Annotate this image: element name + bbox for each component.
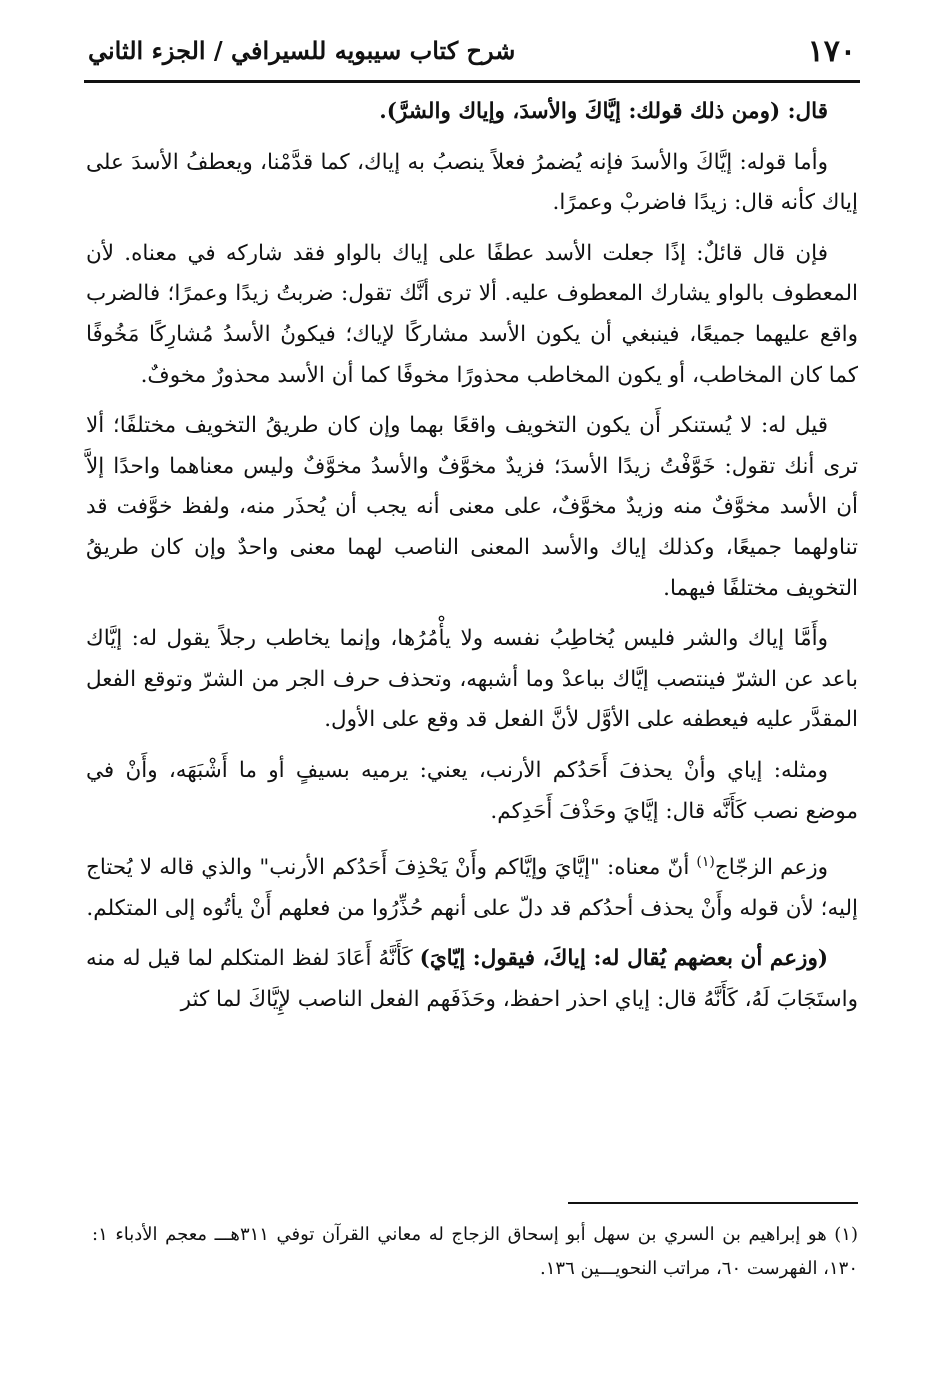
paragraph-5: وأَمَّا إياك والشر فليس يُخاطِبُ نفسه ولا يأْمُرُها، وإنما يخاطب رجلاً يقول له: إيَّاك باعد عن الشرّ فينتصب إيَّاك بباعدْ وما أشبهه، وتحذف حرف الجر من الشرّ وتوقع الفعل المقدَّر عليه فيعطفه على الأوَّل لأنَّ الفعل قد وقع على الأول. [86, 626, 858, 733]
paragraph-2: وأما قوله: إيَّاكَ والأسدَ فإنه يُضمرُ فعلاً ينصبُ به إياك، كما قدَّمْنا، ويعطفُ الأسدَ على إياك كأنه قال: زيدًا فاضربْ وعمرًا. [86, 149, 858, 216]
main-text [86, 92, 858, 1031]
paragraph-text: وزعم الزجّاج [714, 855, 828, 881]
page-number: ١٧٠ [807, 34, 856, 69]
paragraph-7 [86, 842, 858, 929]
paragraph-4: قيل له: لا يُستنكر أَن يكون التخويف واقعًا بهما وإن كان طريقُ التخويف مختلفًا؛ ألا ترى أنك تقول: خَوَّفْتُ زيدًا الأسدَ؛ فزيدٌ مخوَّفٌ والأسدُ مخوَّفٌ وليس معناهما واحدًا إلاَّ أن الأسد مخوَّفٌ منه وزيدٌ مخوَّفٌ، على معنى أنه يجب أن يُحذَر منه، ولفظ خوَّفت قد تناولهما جميعًا، وكذلك إياك والأسد المعنى الناصب لهما معنى واحدٌ وإن كان طريقُ التخويف مختلفًا فيهما. [86, 413, 858, 601]
paragraph-6: ومثله: إياي وأنْ يحذفَ أَحَدُكم الأرنب، يعني: يرميه بسيفٍ أو ما أَشْبَهَه، وأَنْ في موضع نصب كَأَنَّه قال: إيَّايَ وحَذْفَ أَحَدِكم. [86, 757, 858, 824]
paragraph-1 [86, 92, 858, 133]
running-title: شرح كتاب سيبويه للسيرافي / الجزء الثاني [88, 36, 516, 65]
paragraph-text: أنّ معناه: "إيَّايَ وإيَّاكم وأَنْ يَحْذِفَ أَحَدُكم الأرنب" والذي قاله لا يُحتاج إليه؛ لأن قوله وأَنْ يحذف أحدُكم قد دلّ على أنهم حُذِّرُوا من فعلهم أَنْ يأتُوه إلى المتكلم. [86, 855, 858, 921]
footnote-rule [568, 1202, 858, 1204]
quoted-text: (وزعم أن بعضهم يُقال له: إياكَ، فيقول: إيّايَ) [419, 946, 828, 972]
header-rule [84, 80, 860, 83]
page-header [84, 28, 860, 80]
paragraph-text: كَأَنَّهُ أَعَادَ لفظ المتكلم لما قيل له منه واستَجَابَ لَهُ، كَأَنَّهُ قال: إياي احذر احفظ، وحَذَفَهم الفعل الناصب لإِيَّاكَ لما كثر [86, 946, 858, 1013]
paragraph-3: فإن قال قائلٌ: إذًا جعلت الأسد عطفًا على إياك بالواو فقد شاركه في معناه. لأن المعطوف بالواو يشارك المعطوف عليه. ألا ترى أنَّك تقول: ضربتُ زيدًا وعمرًا؛ فالضرب واقع عليهما جميعًا، فينبغي أن يكون الأسد مشاركًا لإياك؛ فيكونُ الأسدُ مُشارِكًا مَخُوفًا كما كان المخاطب، أو يكون المخاطب محذورًا مخوفًا كما أن الأسد محذورٌ مخوفٌ. [86, 240, 858, 388]
footnote-mark[interactable]: (١) [696, 854, 715, 871]
paragraph-8 [86, 939, 858, 1020]
quoted-text: قال: (ومن ذلك قولك: إيَّاكَ والأسدَ، وإياك والشرَّ). [379, 99, 828, 124]
footnote: (١) هو إبراهيم بن السري بن سهل أبو إسحاق الزجاج له معاني القرآن توفي ٣١١هـــ معجم الأدباء ١: ١٣٠، الفهرست ٦٠، مراتب النحويـــين ١٣٦. [92, 1224, 858, 1279]
